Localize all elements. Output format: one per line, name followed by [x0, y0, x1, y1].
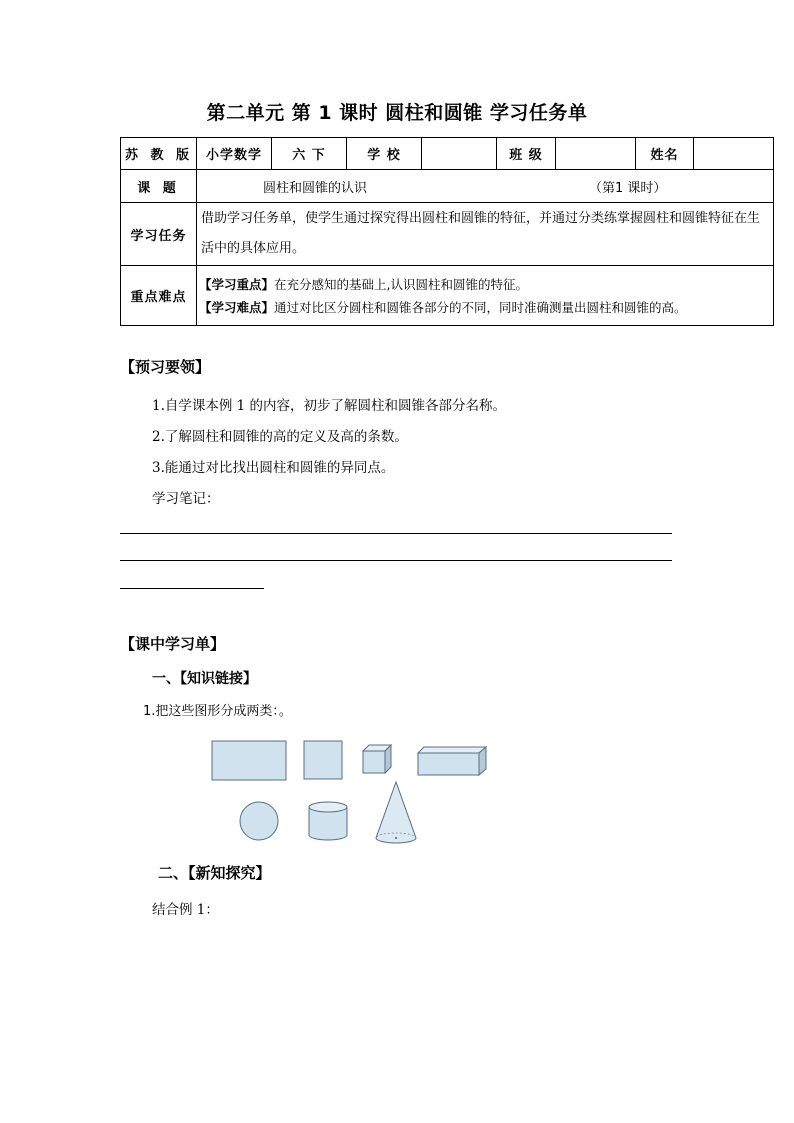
knowledge-link-heading: 一、【知识链接】	[152, 671, 257, 687]
name-field[interactable]	[694, 138, 774, 170]
square-icon	[304, 741, 342, 779]
publisher-cell: 苏 教 版	[121, 138, 197, 170]
example-label: 结合例 1：	[152, 902, 219, 918]
circle-icon	[240, 802, 278, 840]
preview-item-3: 3.能通过对比找出圆柱和圆锥的异同点。	[152, 460, 395, 476]
preview-item-1: 1.自学课本例 1 的内容，初步了解圆柱和圆锥各部分名称。	[152, 398, 507, 414]
rectangle-icon	[212, 741, 286, 780]
topic-text: 圆柱和圆锥的认识	[263, 180, 368, 196]
cube-icon	[363, 745, 391, 773]
cuboid-icon	[418, 747, 486, 775]
difficulty-text: 通过对比区分圆柱和圆锥各部分的不同，同时准确测量出圆柱和圆锥的高。	[274, 299, 687, 315]
page-title: 第二单元 第 1 课时 圆柱和圆锥 学习任务单	[206, 102, 588, 124]
difficulty-tag: 【学习难点】	[199, 299, 275, 315]
lesson-number: （第1 课时）	[589, 180, 667, 196]
grade-cell: 六 下	[272, 138, 347, 170]
difficulty-line	[199, 296, 769, 319]
class-label: 班 级	[497, 138, 556, 170]
cylinder-icon	[309, 802, 347, 840]
topic-cell	[197, 170, 774, 203]
school-label: 学 校	[347, 138, 422, 170]
school-field[interactable]	[422, 138, 497, 170]
key-point-text: 在充分感知的基础上,认识圆柱和圆锥的特征。	[274, 276, 528, 292]
new-knowledge-heading: 二、【新知探究】	[158, 864, 271, 882]
info-row-basic	[121, 138, 774, 170]
class-sheet-heading: 【课中学习单】	[120, 635, 226, 653]
topic-label: 课 题	[121, 170, 197, 203]
key-point-tag: 【学习重点】	[199, 276, 275, 292]
notes-line-2[interactable]	[120, 560, 672, 561]
subject-cell: 小学数学	[197, 138, 272, 170]
key-points-label: 重点难点	[121, 266, 197, 326]
key-points-content	[197, 266, 774, 326]
info-row-topic	[121, 170, 774, 203]
info-table	[120, 137, 774, 326]
cone-icon	[376, 782, 416, 843]
notes-label: 学习笔记：	[152, 491, 220, 507]
info-row-key-points	[121, 266, 774, 326]
shapes-figure	[200, 730, 500, 852]
task-label: 学习任务	[121, 203, 197, 266]
classify-question: 1.把这些图形分成两类：。	[143, 704, 292, 719]
class-field[interactable]	[556, 138, 636, 170]
name-label: 姓名	[636, 138, 694, 170]
preview-item-2: 2.了解圆柱和圆锥的高的定义及高的条数。	[152, 429, 408, 445]
preview-heading: 【预习要领】	[120, 358, 211, 376]
notes-line-3[interactable]	[120, 588, 264, 589]
key-point-line	[199, 273, 769, 296]
info-row-task	[121, 203, 774, 266]
notes-line-1[interactable]	[120, 533, 672, 534]
task-content: 借助学习任务单，使学生通过探究得出圆柱和圆锥的特征，并通过分类练掌握圆柱和圆锥特征在生活中的具体应用。	[197, 203, 774, 266]
